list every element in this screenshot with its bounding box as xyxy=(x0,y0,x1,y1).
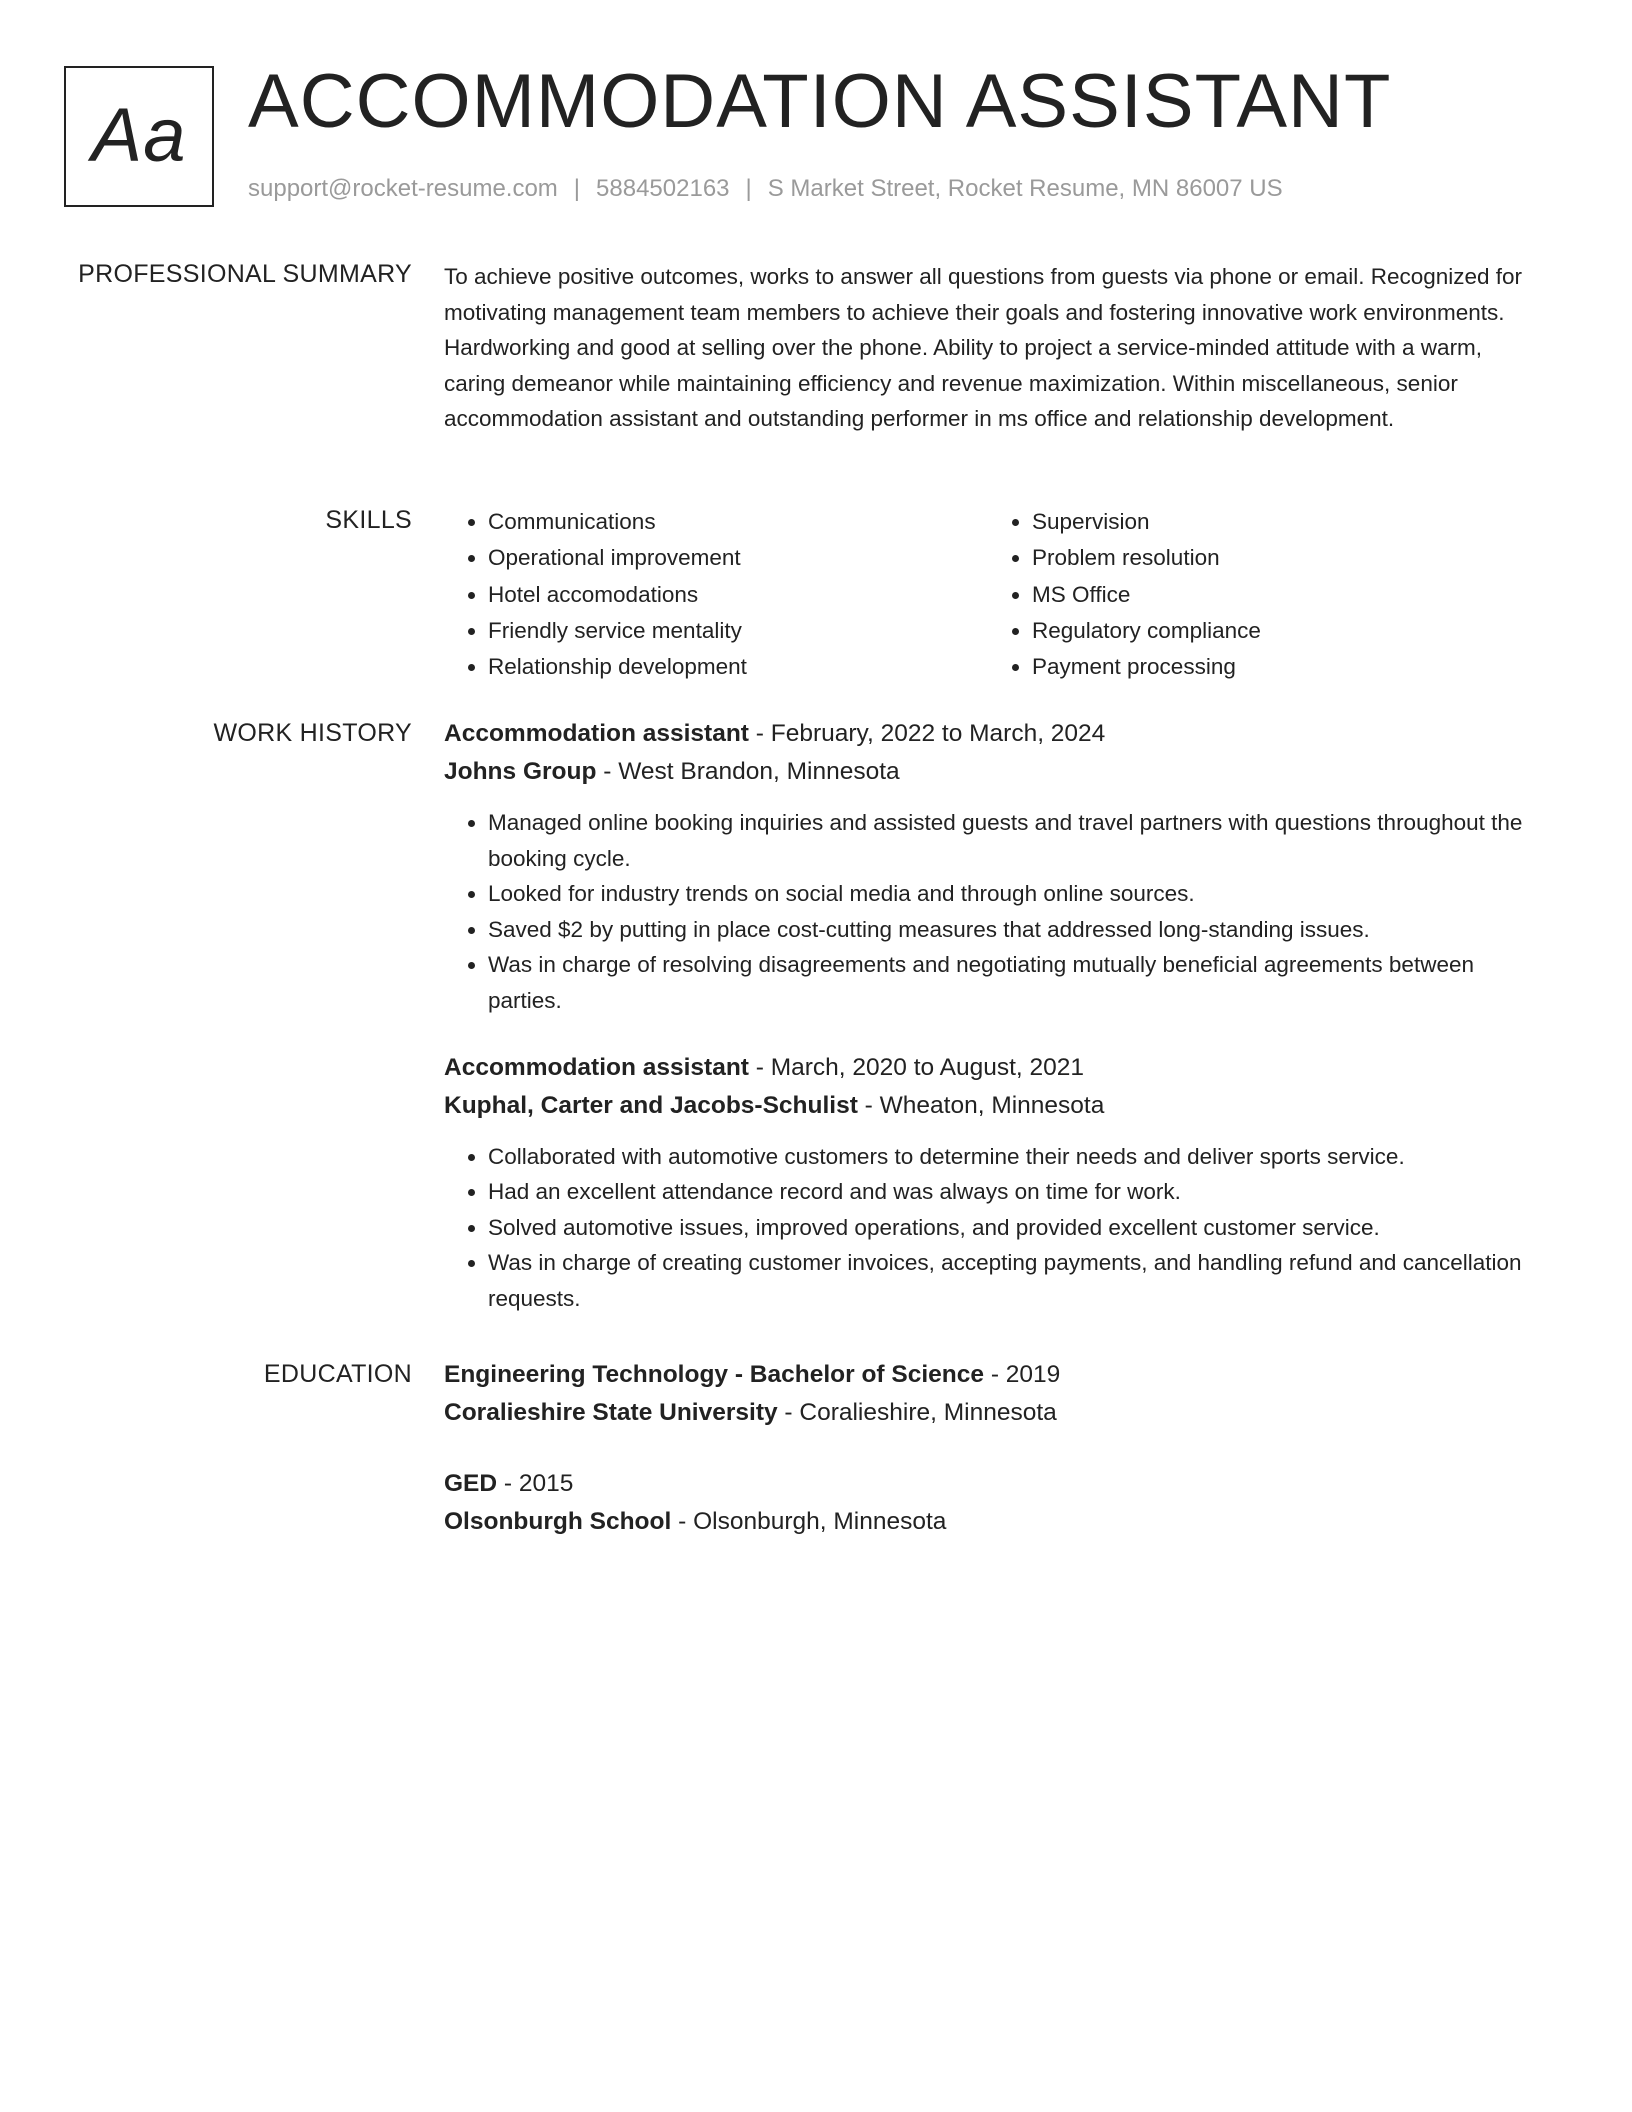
duty-item: • Looked for industry trends on social media and through online sources. xyxy=(488,876,1544,912)
education-year: - 2019 xyxy=(984,1361,1061,1388)
education-entry xyxy=(444,1356,1544,1432)
education-degree: GED xyxy=(444,1470,498,1497)
education-location: - Coralieshire, Minnesota xyxy=(777,1399,1057,1426)
job-location: - Wheaton, Minnesota xyxy=(857,1091,1105,1119)
duty-item: • Was in charge of creating customer invoices, accepting payments, and handling refund and cancellation requests. xyxy=(488,1245,1544,1316)
skill-item: • Relationship development xyxy=(488,649,988,685)
education-location: - Olsonburgh, Minnesota xyxy=(671,1508,947,1535)
education-body xyxy=(444,1356,1544,1541)
skill-item: • Problem resolution xyxy=(1032,540,1532,576)
skills-body xyxy=(444,504,1544,694)
contact-address: S Market Street, Rocket Resume, MN 86007 US xyxy=(767,175,1283,202)
duty-item: • Was in charge of resolving disagreements and negotiating mutually beneficial agreements between parties. xyxy=(488,947,1544,1018)
education-degree-line xyxy=(444,1356,1544,1394)
summary-body xyxy=(444,259,1544,437)
skill-item: • Friendly service mentality xyxy=(488,613,988,649)
education-year: - 2015 xyxy=(497,1470,574,1497)
skills-list-right xyxy=(988,504,1532,685)
job-company: Johns Group xyxy=(444,758,597,785)
skills-list-left xyxy=(444,504,988,685)
job-entry xyxy=(444,1049,1544,1317)
job-company: Kuphal, Carter and Jacobs-Schulist xyxy=(444,1091,858,1119)
section-heading-skills: SKILLS xyxy=(325,506,412,534)
job-role: Accommodation assistant xyxy=(444,720,749,747)
section-heading-education: EDUCATION xyxy=(263,1360,412,1388)
contact-separator: | xyxy=(573,175,581,202)
contact-separator: | xyxy=(745,175,752,202)
education-school: Olsonburgh School xyxy=(444,1508,672,1535)
duty-item: • Solved automotive issues, improved operations, and provided excellent customer service. xyxy=(488,1210,1544,1246)
monogram-text: Aa xyxy=(91,93,187,178)
contact-email[interactable]: support@rocket-resume.com xyxy=(248,175,558,202)
duty-item: • Had an excellent attendance record and was always on time for work. xyxy=(488,1174,1544,1210)
work-history-body xyxy=(444,715,1544,1317)
education-school-line xyxy=(444,1394,1544,1432)
skill-item: • Hotel accomodations xyxy=(488,577,988,613)
skill-item: • Payment processing xyxy=(1032,649,1532,685)
job-location: - West Brandon, Minnesota xyxy=(596,758,900,785)
education-degree-line xyxy=(444,1465,1544,1503)
duty-item: • Managed online booking inquiries and assisted guests and travel partners with questions throughout the booking cycle. xyxy=(488,805,1544,876)
education-degree: Engineering Technology - Bachelor of Science xyxy=(444,1361,985,1388)
resume-title: ACCOMMODATION ASSISTANT xyxy=(248,59,1392,144)
section-heading-summary: PROFESSIONAL SUMMARY xyxy=(78,260,412,288)
summary-text: To achieve positive outcomes, works to answer all questions from guests via phone or email. Recognized for motivating management team members to achieve their goals and fostering innovative work environments. Hardworking and good at selling over the phone. Ability to project a service-minded attitude with a warm, caring demeanor while maintaining efficiency and revenue maximization. Within miscellaneous, senior accommodation assistant and outstanding performer in ms office and relationship development. xyxy=(444,264,1523,432)
job-role-line xyxy=(444,1049,1544,1087)
job-entry xyxy=(444,715,1544,1019)
job-dates: - March, 2020 to August, 2021 xyxy=(748,1053,1085,1081)
job-duties xyxy=(444,805,1544,1019)
duty-item: • Saved $2 by putting in place cost-cutting measures that addressed long-standing issues. xyxy=(488,912,1544,948)
job-role: Accommodation assistant xyxy=(444,1053,749,1081)
skill-item: • Communications xyxy=(488,504,988,540)
contact-phone[interactable]: 5884502163 xyxy=(596,175,730,202)
education-school-line xyxy=(444,1503,1544,1541)
job-role-line xyxy=(444,715,1544,753)
contact-line xyxy=(248,174,1283,204)
monogram-logo xyxy=(64,66,214,207)
skill-item: • Regulatory compliance xyxy=(1032,613,1532,649)
duty-item: • Collaborated with automotive customers to determine their needs and deliver sports service. xyxy=(488,1139,1544,1175)
job-company-line xyxy=(444,1087,1544,1125)
job-company-line xyxy=(444,753,1544,791)
section-heading-work: WORK HISTORY xyxy=(213,719,412,747)
job-dates: - February, 2022 to March, 2024 xyxy=(748,720,1106,747)
education-school: Coralieshire State University xyxy=(444,1399,778,1426)
skill-item: • Operational improvement xyxy=(488,540,988,576)
job-duties xyxy=(444,1139,1544,1317)
skill-item: • Supervision xyxy=(1032,504,1532,540)
skill-item: • MS Office xyxy=(1032,577,1532,613)
education-entry xyxy=(444,1465,1544,1541)
